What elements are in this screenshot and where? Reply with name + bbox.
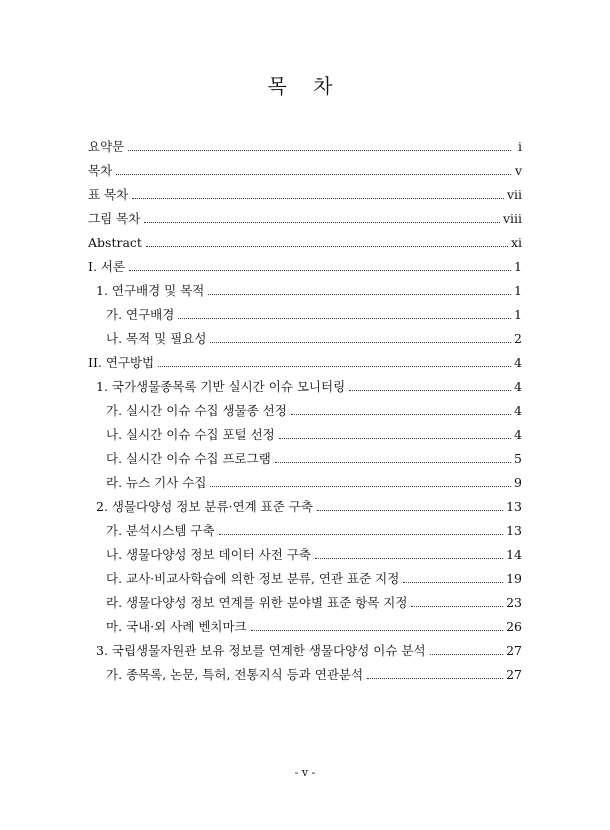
toc-dot-leader	[251, 630, 503, 631]
toc-entry-label: 2. 생물다양성 정보 분류·연계 표준 구축	[96, 499, 313, 514]
toc-dot-leader	[317, 510, 503, 511]
toc-entry-label: 마. 국내·외 사례 벤치마크	[106, 619, 247, 634]
toc-entry-label: 1. 국가생물종목록 기반 실시간 이슈 모니터링	[96, 379, 346, 394]
toc-entry-page: viii	[502, 211, 522, 226]
toc-dot-leader	[178, 318, 511, 319]
toc-entry	[88, 183, 522, 203]
toc-dot-leader	[146, 246, 508, 247]
toc-entry-label: 다. 실시간 이슈 수집 프로그램	[106, 451, 271, 466]
toc-entry-page: 5	[514, 451, 522, 466]
toc-entry-page: 13	[506, 523, 522, 538]
toc-entry-page: 27	[506, 667, 522, 682]
toc-entry	[106, 567, 522, 587]
toc-entry-label: I. 서론	[88, 259, 126, 274]
toc-entry	[88, 231, 522, 251]
toc-entry	[88, 135, 522, 155]
toc-entry-label: 가. 연구배경	[106, 307, 175, 322]
toc-entry-label: 가. 종목록, 논문, 특허, 전통지식 등과 연관분석	[106, 667, 364, 682]
toc-entry-page: i	[518, 139, 522, 154]
page-title: 목 차	[267, 74, 343, 98]
toc-entry-label: 나. 실시간 이슈 수집 포털 선정	[106, 427, 275, 442]
toc-dot-leader	[210, 342, 511, 343]
toc-dot-leader	[367, 678, 503, 679]
toc-entry-label: 3. 국립생물자원관 보유 정보를 연계한 생물다양성 이슈 분석	[96, 643, 426, 658]
toc-dot-leader	[129, 270, 511, 271]
toc-dot-leader	[128, 150, 511, 151]
toc-entry-page: 4	[514, 355, 522, 370]
toc-entry	[106, 447, 522, 467]
toc-entry-label: 나. 목적 및 필요성	[106, 331, 207, 346]
toc-entry-label: Abstract	[88, 235, 142, 250]
toc-entry	[88, 255, 522, 275]
toc-entry-label: 다. 교사·비교사학습에 의한 정보 분류, 연관 표준 지정	[106, 571, 400, 586]
toc-entry	[106, 471, 522, 491]
toc-dot-leader	[349, 390, 511, 391]
toc-dot-leader	[411, 606, 503, 607]
toc-dot-leader	[219, 534, 504, 535]
toc-entry-page: 9	[514, 475, 522, 490]
toc-dot-leader	[158, 366, 511, 367]
toc-entry-page: 4	[514, 379, 522, 394]
toc-dot-leader	[208, 294, 511, 295]
toc-entry-page: 2	[514, 331, 522, 346]
toc-entry-page: 1	[514, 283, 522, 298]
toc-entry	[106, 327, 522, 347]
toc-entry-label: 표 목차	[88, 187, 129, 202]
toc-dot-leader	[291, 414, 511, 415]
toc-entry	[106, 591, 522, 611]
toc-entry	[88, 159, 522, 179]
toc-entry-page: 1	[514, 259, 522, 274]
toc-entry-page: 14	[506, 547, 522, 562]
toc-entry	[96, 495, 522, 515]
toc-entry	[96, 639, 522, 659]
toc-entry	[88, 207, 522, 227]
toc-dot-leader	[210, 486, 511, 487]
toc-entry-label: 가. 실시간 이슈 수집 생물종 선정	[106, 403, 287, 418]
toc-entry-page: vii	[506, 187, 522, 202]
toc-entry-label: 라. 뉴스 기사 수집	[106, 475, 207, 490]
toc-entry	[106, 615, 522, 635]
toc-entry-page: 26	[506, 619, 522, 634]
toc-entry-page: xi	[510, 235, 522, 250]
toc-entry-label: 가. 분석시스템 구축	[106, 523, 215, 538]
toc-dot-leader	[116, 174, 511, 175]
toc-dot-leader	[279, 438, 511, 439]
toc-entry-label: 요약문	[88, 139, 125, 154]
toc-dot-leader	[430, 654, 504, 655]
toc-entry-label: 목차	[88, 163, 113, 178]
toc-entry	[106, 543, 522, 563]
toc-entry-page: 4	[514, 427, 522, 442]
toc-entry	[106, 303, 522, 323]
toc-entry-page: 27	[506, 643, 522, 658]
toc-entry-label: 그림 목차	[88, 211, 141, 226]
toc-entry-page: 13	[506, 499, 522, 514]
toc-dot-leader	[403, 582, 503, 583]
toc-entry-label: 1. 연구배경 및 목적	[96, 283, 205, 298]
toc-entry	[88, 351, 522, 371]
page-number-footer: - v -	[294, 766, 316, 779]
toc-entry	[106, 519, 522, 539]
toc-entry-page: v	[514, 163, 522, 178]
toc-entry	[96, 279, 522, 299]
toc-entry-label: II. 연구방법	[88, 355, 155, 370]
toc-dot-leader	[315, 558, 503, 559]
toc-dot-leader	[275, 462, 511, 463]
toc-entry-label: 라. 생물다양성 정보 연계를 위한 분야별 표준 항목 지정	[106, 595, 408, 610]
toc-entry-page: 4	[514, 403, 522, 418]
toc-entry	[96, 375, 522, 395]
toc-entry-label: 나. 생물다양성 정보 데이터 사전 구축	[106, 547, 311, 562]
toc-entry-page: 19	[506, 571, 522, 586]
toc-dot-leader	[132, 198, 504, 199]
toc-entry	[106, 663, 522, 683]
toc-dot-leader	[144, 222, 500, 223]
toc-entry	[106, 399, 522, 419]
toc-entry	[106, 423, 522, 443]
toc-entry-page: 1	[514, 307, 522, 322]
toc-entry-page: 23	[506, 595, 522, 610]
